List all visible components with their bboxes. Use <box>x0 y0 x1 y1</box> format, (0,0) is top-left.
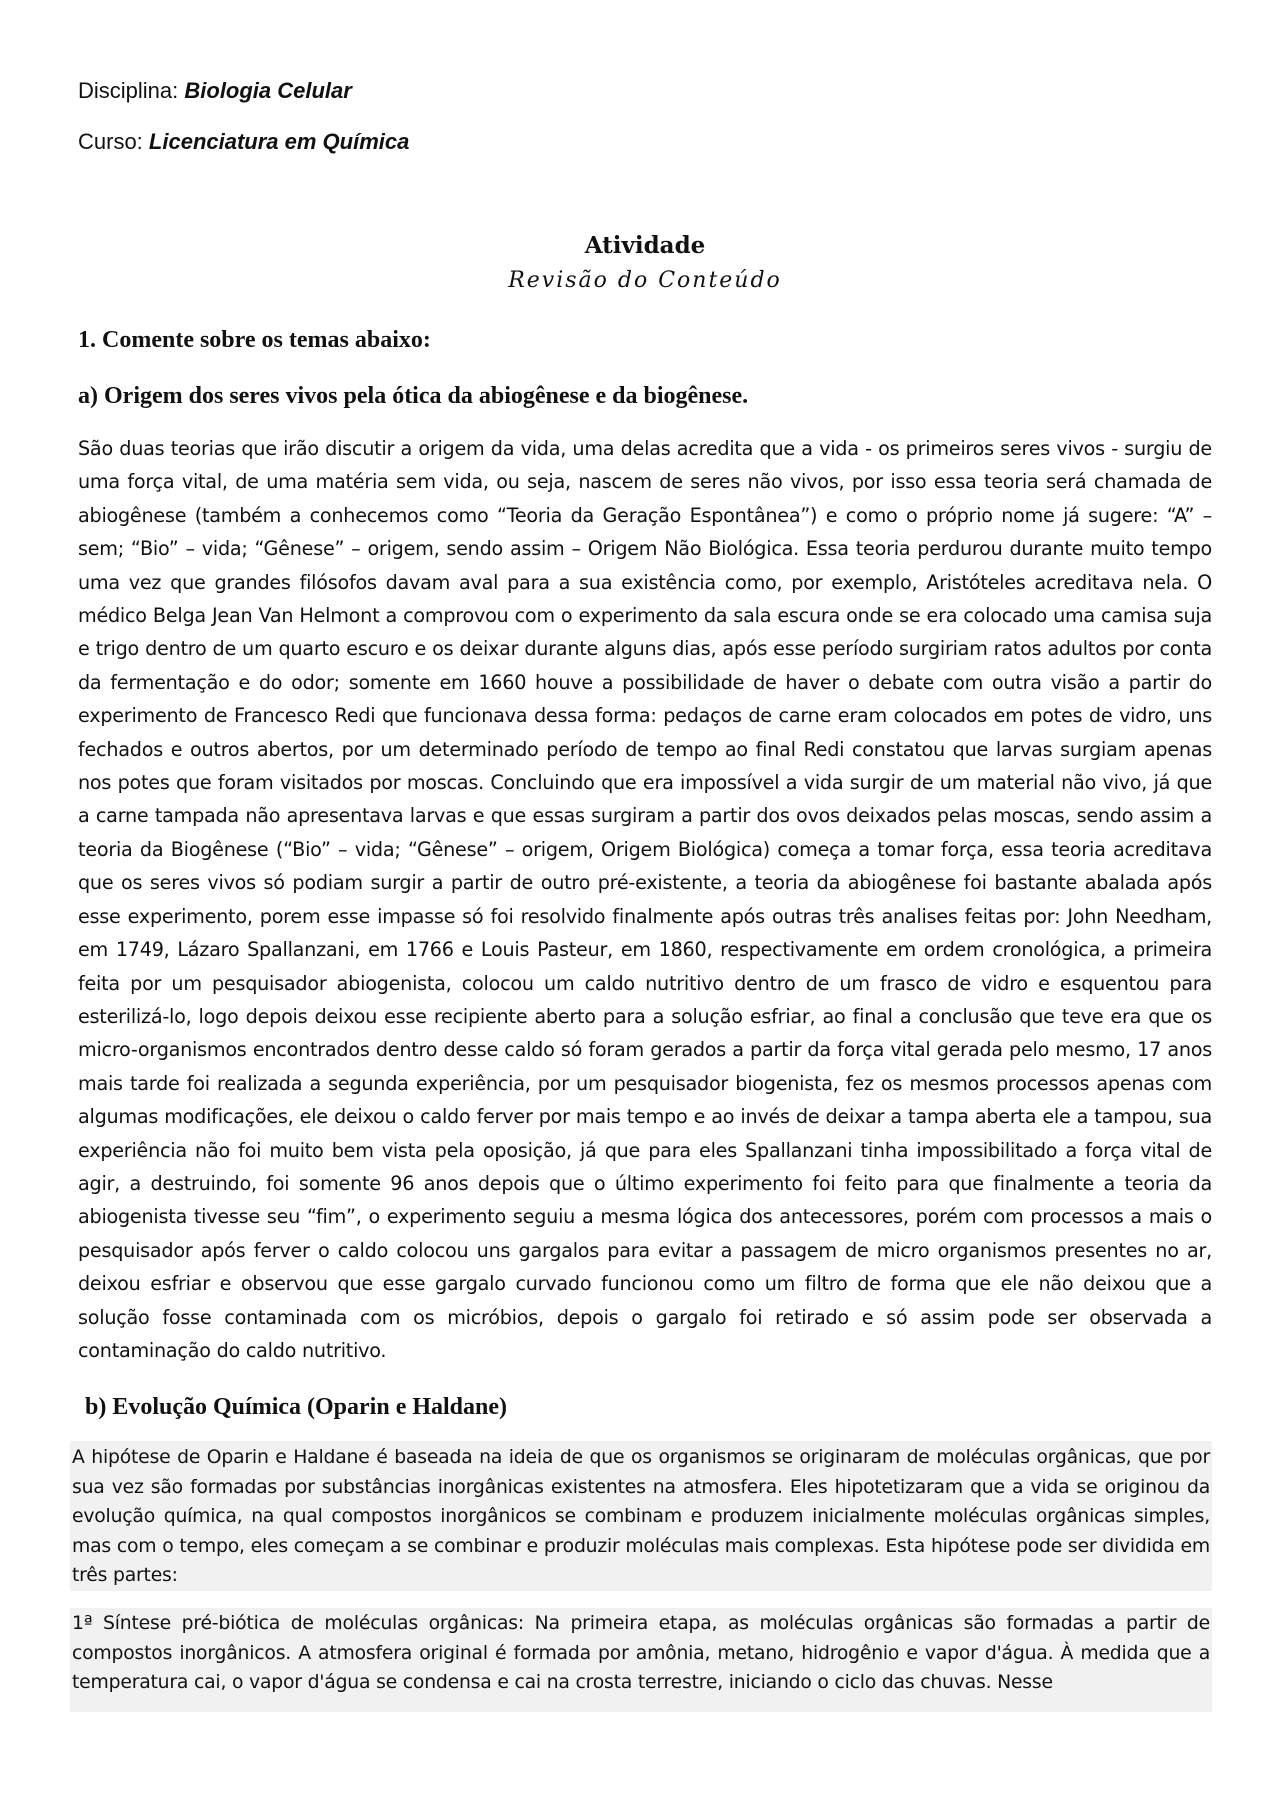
course-value: Licenciatura em Química <box>148 129 410 154</box>
discipline-label: Disciplina: <box>78 78 185 103</box>
item-b-heading: b) Evolução Química (Oparin e Haldane) <box>85 1394 508 1420</box>
activity-title: Atividade <box>584 232 706 259</box>
course-line <box>78 129 409 155</box>
item-a-heading: a) Origem dos seres vivos pela ótica da abiogênese e da biogênese. <box>78 383 749 409</box>
discipline-value: Biologia Celular <box>184 78 352 103</box>
activity-subtitle: Revisão do Conteúdo <box>508 268 782 293</box>
item-b-paragraph-1: A hipótese de Oparin e Haldane é baseada na ideia de que os organismos se originaram de moléculas orgânicas, que por sua vez são formadas por substâncias inorgânicas existentes na atmosfera. Eles hipotetizaram que a vida se originou da evolução química, na qual compostos inorgânicos se combinam e produzem inicialmente moléculas orgânicas simples, mas com o tempo, eles começam a se combinar e produzir moléculas mais complexas. Esta hipótese pode ser dividida em três partes: <box>72 1447 1210 1586</box>
course-label: Curso: <box>78 129 149 154</box>
question-1-heading: 1. Comente sobre os temas abaixo: <box>78 327 431 353</box>
item-b-paragraph-2: 1ª Síntese pré-biótica de moléculas orgânicas: Na primeira etapa, as moléculas orgânicas são formadas a partir de compostos inorgânicos. A atmosfera original é formada por amônia, metano, hidrogênio e vapor d'água. À medida que a temperatura cai, o vapor d'água se condensa e cai na crosta terrestre, iniciando o ciclo das chuvas. Nesse <box>72 1613 1210 1693</box>
item-a-paragraph: São duas teorias que irão discutir a origem da vida, uma delas acredita que a vida - os primeiros seres vivos - surgiu de uma força vital, de uma matéria sem vida, ou seja, nascem de seres não vivos, por isso essa teoria será chamada de abiogênese (também a conhecemos como “Teoria da Geração Espontânea”) e como o próprio nome já sugere: “A” – sem; “Bio” – vida; “Gênese” – origem, sendo assim – Origem Não Biológica. Essa teoria perdurou durante muito tempo uma vez que grandes filósofos davam aval para a sua existência como, por exemplo, Aristóteles acreditava nela. O médico Belga Jean Van Helmont a comprovou com o experimento da sala escura onde se era colocado uma camisa suja e trigo dentro de um quarto escuro e os deixar durante alguns dias, após esse período surgiriam ratos adultos por conta da fermentação e do odor; somente em 1660 houve a possibilidade de haver o debate com outra visão a partir do experimento de Francesco Redi que funcionava dessa forma: pedaços de carne eram colocados em potes de vidro, uns fechados e outros abertos, por um determinado período de tempo ao final Redi constatou que larvas surgiam apenas nos potes que foram visitados por moscas. Concluindo que era impossível a vida surgir de um material não vivo, já que a carne tampada não apresentava larvas e que essas surgiram a partir dos ovos deixados pelas moscas, sendo assim a teoria da Biogênese (“Bio” – vida; “Gênese” – origem, Origem Biológica) começa a tomar força, essa teoria acreditava que os seres vivos só podiam surgir a partir de outro pré-existente, a teoria da abiogênese foi bastante abalada após esse experimento, porem esse impasse só foi resolvido finalmente após outras três analises feitas por: John Needham, em 1749, Lázaro Spallanzani, em 1766 e Louis Pasteur, em 1860, respectivamente em ordem cronológica, a primeira feita por um pesquisador abiogenista, colocou um caldo nutritivo dentro de um frasco de vidro e esquentou para esterilizá-lo, logo depois deixou esse recipiente aberto para a solução esfriar, ao final a conclusão que teve era que os micro-organismos encontrados dentro desse caldo só foram gerados a partir da força vital gerada pelo mesmo, 17 anos mais tarde foi realizada a segunda experiência, por um pesquisador biogenista, fez os mesmos processos apenas com algumas modificações, ele deixou o caldo ferver por mais tempo e ao invés de deixar a tampa aberta ele a tampou, sua experiência não foi muito bem vista pela oposição, já que para eles Spallanzani tinha impossibilitado a força vital de agir, a destruindo, foi somente 96 anos depois que o último experimento foi feito para que finalmente a teoria da abiogenista tivesse seu “fim”, o experimento seguiu a mesma lógica dos antecessores, porém com processos a mais o pesquisador após ferver o caldo colocou uns gargalos para evitar a passagem de micro organismos presentes no ar, deixou esfriar e observou que esse gargalo curvado funcionou como um filtro de forma que ele não deixou que a solução fosse contaminada com os micróbios, depois o gargalo foi retirado e só assim pode ser observada a contaminação do caldo nutritivo. <box>78 437 1212 1362</box>
discipline-line <box>78 78 352 104</box>
